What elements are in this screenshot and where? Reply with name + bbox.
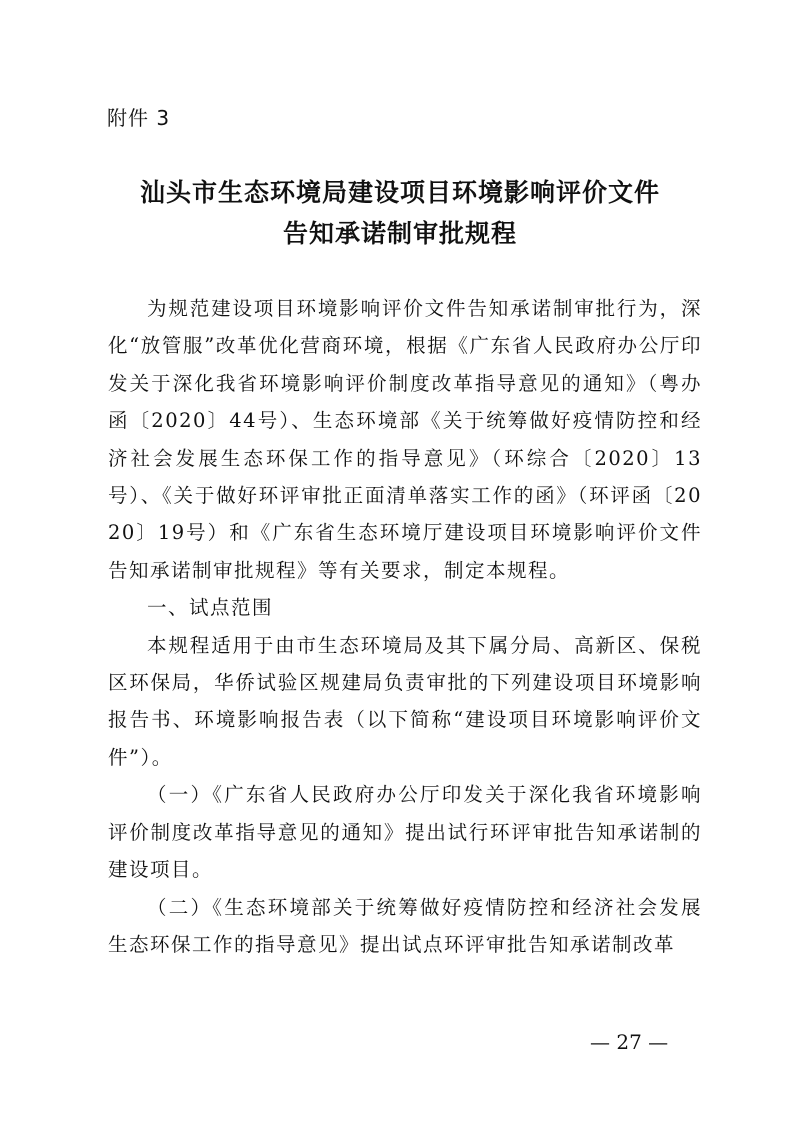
attachment-label: 附件 3 bbox=[107, 106, 171, 130]
page-number: — 27 — bbox=[590, 1030, 669, 1054]
paragraph-scope: 本规程适用于由市生态环境局及其下属分局、高新区、保税区环保局，华侨试验区规建局负责审批的下列建设项目环境影响报告书、环境影响报告表（以下简称“建设项目环境影响评价文件”）。 bbox=[108, 633, 702, 769]
paragraph-item-2: （二）《生态环境部关于统筹做好疫情防控和经济社会发展生态环保工作的指导意见》提出试点环评审批告知承诺制改革 bbox=[108, 895, 702, 956]
document-title-line-1: 汕头市生态环境局建设项目环境影响评价文件 bbox=[139, 178, 660, 207]
paragraph-intro: 为规范建设项目环境影响评价文件告知承诺制审批行为，深化“放管服”改革优化营商环境，根据《广东省人民政府办公厅印发关于深化我省环境影响评价制度改革指导意见的通知》（粤办函〔2020〕44号）、生态环境部《关于统筹做好疫情防控和经济社会发展生态环保工作的指导意见》（环综合〔2020〕13号）、《关于做好环评审批正面清单落实工作的函》（环评函〔2020〕19号）和《广东省生态环境厅建设项目环境影响评价文件告知承诺制审批规程》等有关要求，制定本规程。 bbox=[108, 297, 702, 582]
paragraph-item-1: （一）《广东省人民政府办公厅印发关于深化我省环境影响评价制度改革指导意见的通知》提出试行环评审批告知承诺制的建设项目。 bbox=[108, 783, 702, 882]
document-body bbox=[108, 290, 702, 963]
document-title-line-2: 告知承诺制审批规程 bbox=[282, 219, 517, 248]
section-heading-scope: 一、试点范围 bbox=[147, 596, 274, 620]
